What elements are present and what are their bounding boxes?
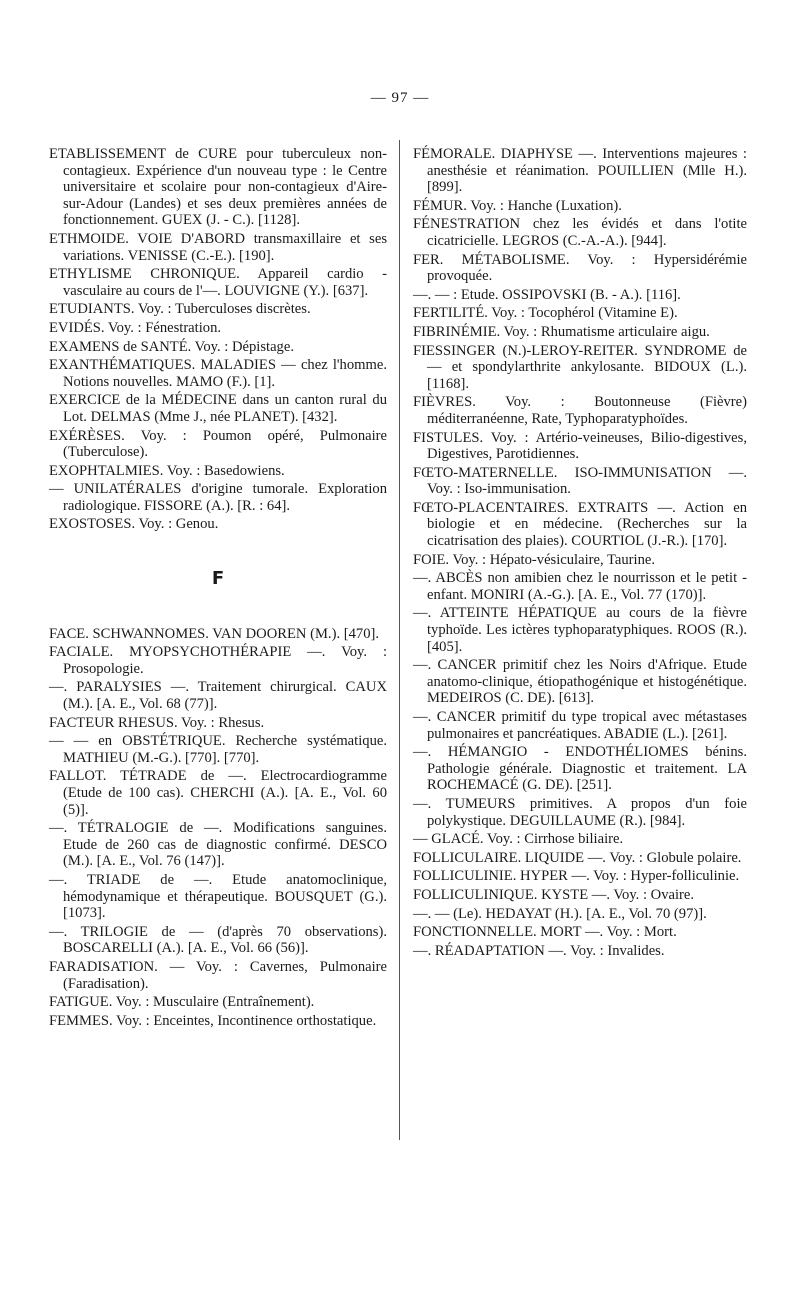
- index-entry: — UNILATÉRALES d'origine tumorale. Exploration radiologique. FISSORE (A.). [R. : 64].: [49, 481, 387, 514]
- index-entry: FOLLICULAIRE. LIQUIDE —. Voy. : Globule polaire.: [413, 849, 742, 866]
- index-entry: —. RÉADAPTATION —. Voy. : Invalides.: [413, 942, 665, 959]
- index-entry: FISTULES. Voy. : Artério-veineuses, Bilio-digestives, Digestives, Parotidiennes.: [413, 429, 747, 463]
- index-entry: ETHMOIDE. VOIE D'ABORD transmaxillaire et ses variations. VENISSE (C.-E.). [190].: [49, 230, 387, 264]
- index-entry: —. TUMEURS primitives. A propos d'un foie polykystique. DEGUILLAUME (R.). [984].: [413, 795, 747, 829]
- index-entry: FACE. SCHWANNOMES. VAN DOOREN (M.). [470].: [49, 625, 379, 642]
- index-entry: —. CANCER primitif du type tropical avec métastases pulmonaires et pancréatiques. ABADIE (L.). [261].: [413, 709, 747, 742]
- index-entry: —. ATTEINTE HÉPATIQUE au cours de la fièvre typhoïde. Les ictères typhoparatyphiques. ROOS (R.). [405].: [413, 605, 747, 655]
- page-number: — 97 —: [370, 90, 430, 106]
- section-letter: F: [211, 568, 225, 590]
- index-entry: EXÉRÈSES. Voy. : Poumon opéré, Pulmonaire (Tuberculose).: [49, 427, 387, 461]
- index-entry: — GLACÉ. Voy. : Cirrhose biliaire.: [413, 831, 624, 848]
- index-entry: FŒTO-MATERNELLE. ISO-IMMUNISATION —. Voy. : Iso-immunisation.: [413, 464, 747, 498]
- index-entry: FOIE. Voy. : Hépato-vésiculaire, Taurine.: [413, 551, 656, 568]
- index-entry: EXERCICE de la MÉDECINE dans un canton rural du Lot. DELMAS (Mme J., née PLANET). [432].: [49, 392, 387, 425]
- entries-f: [49, 626, 387, 1030]
- index-entry: — — en OBSTÉTRIQUE. Recherche systématique. MATHIEU (M.-G.). [770]. [770].: [49, 733, 387, 766]
- index-entry: —. ABCÈS non amibien chez le nourrisson et le petit - enfant. MONIRI (A.-G.). [A. E., Vol. 77 (170)].: [413, 570, 747, 603]
- index-entry: —. TRIADE de —. Etude anatomoclinique, hémodynamique et thérapeutique. BOUSQUET (G.). [1073].: [49, 871, 387, 922]
- index-entry: FALLOT. TÉTRADE de —. Electrocardiogramme (Etude de 100 cas). CHERCHI (A.). [A. E., Vol. 60 (5)].: [49, 768, 387, 818]
- index-entry: FACIALE. MYOPSYCHOTHÉRAPIE —. Voy. : Prosopologie.: [49, 644, 387, 677]
- index-entry: —. PARALYSIES —. Traitement chirurgical. CAUX (M.). [A. E., Vol. 68 (77)].: [49, 679, 387, 713]
- index-entry: FER. MÉTABOLISME. Voy. : Hypersidérémie provoquée.: [413, 251, 747, 285]
- right-column: [413, 146, 747, 961]
- index-entry: FIÈVRES. Voy. : Boutonneuse (Fièvre) méditerranéenne, Rate, Typhoparatyphoïdes.: [413, 394, 747, 427]
- left-column: [49, 146, 387, 1031]
- index-entry: —. — : Etude. OSSIPOVSKI (B. - A.). [116].: [413, 286, 681, 303]
- index-entry: FARADISATION. — Voy. : Cavernes, Pulmonaire (Faradisation).: [49, 958, 387, 992]
- index-entry: FÉNESTRATION chez les évidés et dans l'otite cicatricielle. LEGROS (C.-A.-A.). [944].: [413, 216, 747, 249]
- index-entry: ETUDIANTS. Voy. : Tuberculoses discrètes.: [49, 301, 311, 318]
- index-entry: FACTEUR RHESUS. Voy. : Rhesus.: [49, 714, 265, 731]
- index-entry: EXOSTOSES. Voy. : Genou.: [49, 516, 219, 533]
- index-entry: FERTILITÉ. Voy. : Tocophérol (Vitamine E).: [413, 305, 678, 322]
- entries-e: [49, 146, 387, 533]
- index-entry: FÉMORALE. DIAPHYSE —. Interventions majeures : anesthésie et réanimation. POUILLIEN (Mlle H.). [899].: [413, 146, 747, 196]
- index-entry: EXOPHTALMIES. Voy. : Basedowiens.: [49, 462, 285, 479]
- index-entry: —. HÉMANGIO - ENDOTHÉLIOMES bénins. Pathologie générale. Diagnostic et traitement. LA ROCHEMACÉ (G. DE). [251].: [413, 744, 747, 794]
- index-entry: FÉMUR. Voy. : Hanche (Luxation).: [413, 197, 622, 214]
- column-divider: [399, 140, 400, 1140]
- index-entry: EXAMENS de SANTÉ. Voy. : Dépistage.: [49, 338, 294, 355]
- index-entry: FIESSINGER (N.)-LEROY-REITER. SYNDROME de — et spondylarthrite ankylosante. BIDOUX (L.). [1168].: [413, 342, 747, 392]
- index-entry: —. CANCER primitif chez les Noirs d'Afrique. Etude anatomo-clinique, étiopathogénique et histogénétique. MEDEIROS (C. DE). [613].: [413, 657, 747, 707]
- index-entry: FEMMES. Voy. : Enceintes, Incontinence orthostatique.: [49, 1012, 377, 1029]
- index-entry: EVIDÉS. Voy. : Fénestration.: [49, 319, 222, 336]
- index-entry: FATIGUE. Voy. : Musculaire (Entraînement).: [49, 994, 315, 1011]
- index-entry: FOLLICULINIE. HYPER —. Voy. : Hyper-folliculinie.: [413, 868, 740, 885]
- index-entry: ETABLISSEMENT de CURE pour tuberculeux non-contagieux. Expérience d'un nouveau type : le Centre universitaire et scolaire pour non-contagieux d'Aire-sur-Adour (Landes) et ses deux premières années de fonctionnement. GUEX (J. - C.). [1128].: [49, 146, 387, 229]
- index-entry: ETHYLISME CHRONIQUE. Appareil cardio - vasculaire au cours de l'—. LOUVIGNE (Y.). [637].: [49, 266, 387, 299]
- index-entry: —. TÉTRALOGIE de —. Modifications sanguines. Etude de 260 cas de diagnostic confirmé. DESCO (M.). [A. E., Vol. 76 (147)].: [49, 820, 387, 870]
- index-entry: —. — (Le). HEDAYAT (H.). [A. E., Vol. 70 (97)].: [413, 905, 707, 922]
- index-entry: EXANTHÉMATIQUES. MALADIES — chez l'homme. Notions nouvelles. MAMO (F.). [1].: [49, 357, 387, 390]
- index-entry: FIBRINÉMIE. Voy. : Rhumatisme articulaire aigu.: [413, 323, 710, 340]
- index-entry: FOLLICULINIQUE. KYSTE —. Voy. : Ovaire.: [413, 886, 695, 903]
- index-entry: FONCTIONNELLE. MORT —. Voy. : Mort.: [413, 924, 677, 941]
- index-entry: —. TRILOGIE de — (d'après 70 observations). BOSCARELLI (A.). [A. E., Vol. 66 (56)].: [49, 923, 387, 957]
- index-entry: FŒTO-PLACENTAIRES. EXTRAITS —. Action en biologie et en médecine. (Recherches sur la cicatrisation des plaies). COURTIOL (J.-R.). [170].: [413, 499, 747, 550]
